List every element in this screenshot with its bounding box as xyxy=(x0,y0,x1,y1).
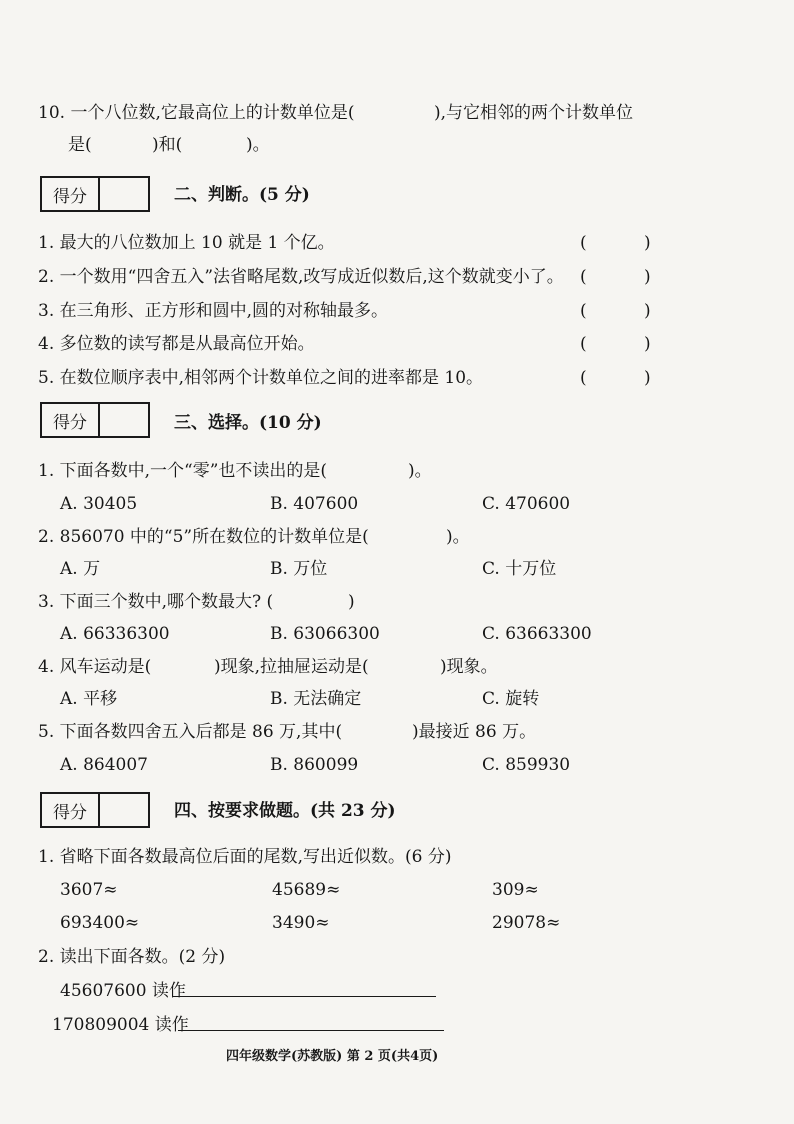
judge-paren-open[interactable]: ( xyxy=(580,233,587,253)
section4-title: 四、按要求做题。(共 23 分) xyxy=(174,801,396,821)
approx-item[interactable]: 29078≈ xyxy=(492,913,561,933)
answer-line-2[interactable] xyxy=(178,1030,444,1031)
choice-q3-option-c[interactable]: C. 63663300 xyxy=(482,624,592,644)
choice-q3-option-b[interactable]: B. 63066300 xyxy=(270,624,380,644)
read-question-stem: 2. 读出下面各数。(2 分) xyxy=(38,947,226,967)
q10-line1-start: 10. 一个八位数,它最高位上的计数单位是( xyxy=(38,103,355,123)
score-blank[interactable] xyxy=(100,404,148,436)
choice-q2-stem: 2. 856070 中的“5”所在数位的计数单位是( xyxy=(38,527,369,547)
choice-q5-option-a[interactable]: A. 864007 xyxy=(60,755,148,775)
score-label: 得分 xyxy=(42,178,100,210)
q10-line2-start: 是( xyxy=(68,135,92,155)
judge-paren-close[interactable]: ) xyxy=(644,267,651,287)
score-blank[interactable] xyxy=(100,178,148,210)
judge-paren-close[interactable]: ) xyxy=(644,368,651,388)
judge-paren-close[interactable]: ) xyxy=(644,233,651,253)
choice-q5-stem-end: )最接近 86 万。 xyxy=(412,722,537,742)
approx-item[interactable]: 309≈ xyxy=(492,880,539,900)
judge-paren-close[interactable]: ) xyxy=(644,301,651,321)
read-number-1: 45607600 读作 xyxy=(60,981,186,1001)
judge-paren-open[interactable]: ( xyxy=(580,368,587,388)
choice-q3-option-a[interactable]: A. 66336300 xyxy=(60,624,170,644)
approx-item[interactable]: 693400≈ xyxy=(60,913,140,933)
choice-q5-stem: 5. 下面各数四舍五入后都是 86 万,其中( xyxy=(38,722,343,742)
section3-title: 三、选择。(10 分) xyxy=(174,413,322,433)
answer-line-1[interactable] xyxy=(172,996,436,997)
choice-q2-option-b[interactable]: B. 万位 xyxy=(270,559,328,579)
choice-q4-stem: 4. 风车运动是( xyxy=(38,657,152,677)
judge-paren-open[interactable]: ( xyxy=(580,334,587,354)
score-blank[interactable] xyxy=(100,794,148,826)
q10-line1-end: ),与它相邻的两个计数单位 xyxy=(434,103,634,123)
q10-line2-mid: )和( xyxy=(152,135,183,155)
approx-item[interactable]: 3607≈ xyxy=(60,880,118,900)
choice-q1-option-c[interactable]: C. 470600 xyxy=(482,494,571,514)
choice-q4-stem-mid: )现象,拉抽屉运动是( xyxy=(214,657,369,677)
choice-q3-stem: 3. 下面三个数中,哪个数最大? ( xyxy=(38,592,274,612)
choice-q1-option-a[interactable]: A. 30405 xyxy=(60,494,138,514)
judge-paren-open[interactable]: ( xyxy=(580,301,587,321)
score-box-section3 xyxy=(40,402,150,438)
judge-paren-close[interactable]: ) xyxy=(644,334,651,354)
choice-q4-option-a[interactable]: A. 平移 xyxy=(60,689,118,709)
choice-q4-stem-end: )现象。 xyxy=(440,657,498,677)
judge-item-4: 4. 多位数的读写都是从最高位开始。 xyxy=(38,334,315,354)
choice-q1-option-b[interactable]: B. 407600 xyxy=(270,494,359,514)
page-footer: 四年级数学(苏教版) 第 2 页(共4页) xyxy=(226,1049,439,1064)
judge-paren-open[interactable]: ( xyxy=(580,267,587,287)
choice-q4-option-c[interactable]: C. 旋转 xyxy=(482,689,540,709)
judge-item-5: 5. 在数位顺序表中,相邻两个计数单位之间的进率都是 10。 xyxy=(38,368,484,388)
judge-item-3: 3. 在三角形、正方形和圆中,圆的对称轴最多。 xyxy=(38,301,389,321)
choice-q4-option-b[interactable]: B. 无法确定 xyxy=(270,689,362,709)
choice-q2-option-c[interactable]: C. 十万位 xyxy=(482,559,557,579)
score-box-section4 xyxy=(40,792,150,828)
section2-title: 二、判断。(5 分) xyxy=(174,185,310,205)
choice-q5-option-b[interactable]: B. 860099 xyxy=(270,755,359,775)
judge-item-1: 1. 最大的八位数加上 10 就是 1 个亿。 xyxy=(38,233,335,253)
approx-item[interactable]: 3490≈ xyxy=(272,913,330,933)
score-label: 得分 xyxy=(42,404,100,436)
score-label: 得分 xyxy=(42,794,100,826)
q10-line2-end: )。 xyxy=(246,135,270,155)
score-box-section2 xyxy=(40,176,150,212)
choice-q2-stem-end: )。 xyxy=(446,527,470,547)
choice-q1-stem-end: )。 xyxy=(408,461,432,481)
approx-question-stem: 1. 省略下面各数最高位后面的尾数,写出近似数。(6 分) xyxy=(38,847,452,867)
approx-item[interactable]: 45689≈ xyxy=(272,880,341,900)
judge-item-2: 2. 一个数用“四舍五入”法省略尾数,改写成近似数后,这个数就变小了。 xyxy=(38,267,564,287)
choice-q5-option-c[interactable]: C. 859930 xyxy=(482,755,571,775)
choice-q1-stem: 1. 下面各数中,一个“零”也不读出的是( xyxy=(38,461,328,481)
choice-q2-option-a[interactable]: A. 万 xyxy=(60,559,101,579)
read-number-2: 170809004 读作 xyxy=(52,1015,189,1035)
choice-q3-stem-end: ) xyxy=(348,592,355,612)
